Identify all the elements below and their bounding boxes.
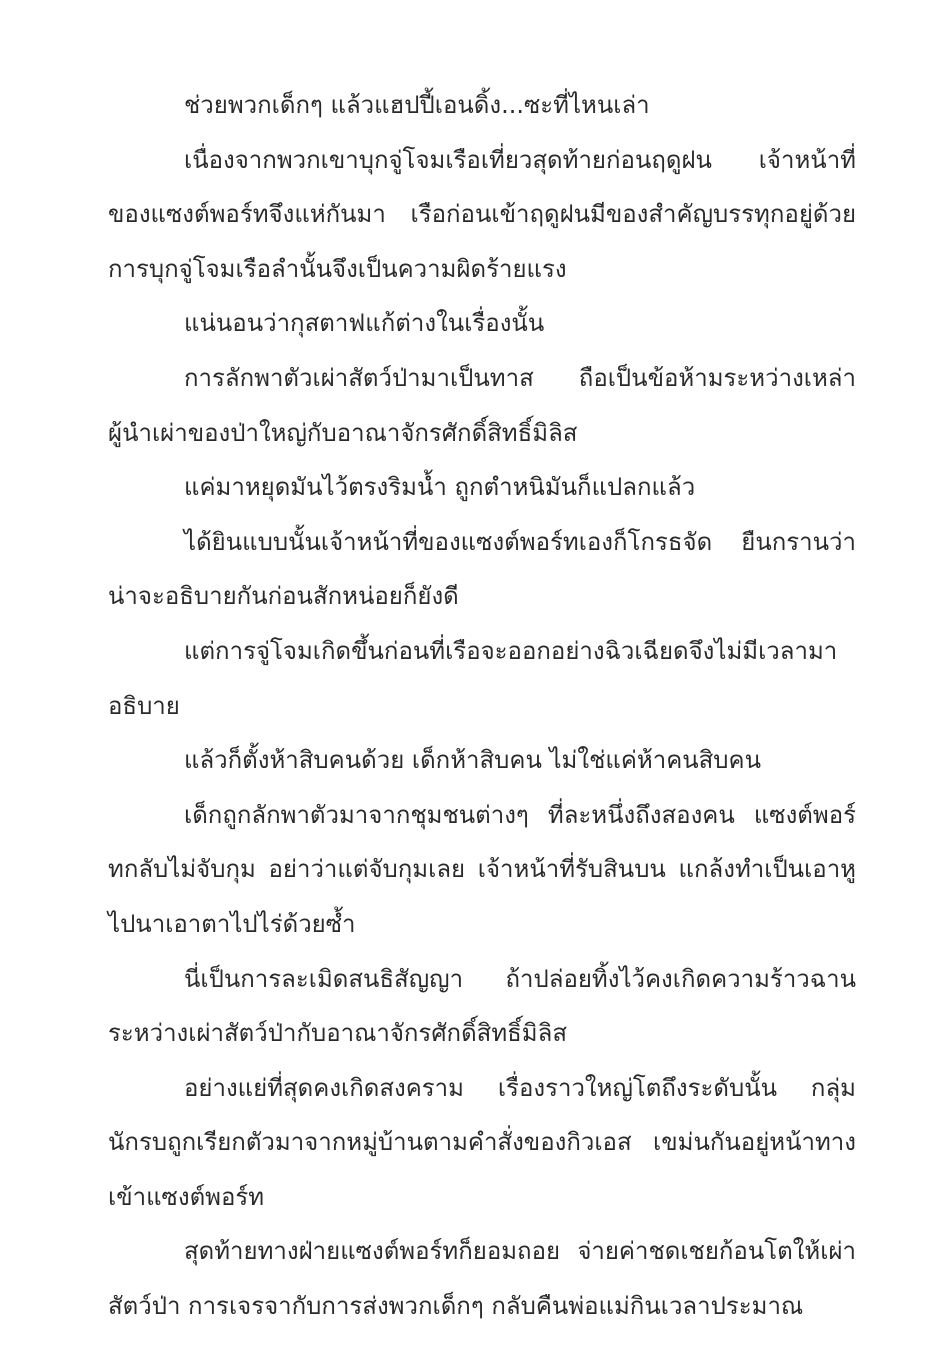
paragraph: การลักพาตัวเผ่าสัตว์ป่ามาเป็นทาส ถือเป็นข้อห้ามระหว่างเหล่าผู้นำเผ่าของป่าใหญ่กับอาณาจักรศักดิ์สิทธิ์มิลิส bbox=[108, 363, 856, 447]
paragraph: ได้ยินแบบนั้นเจ้าหน้าที่ของแซงต์พอร์ทเองก็โกรธจัด ยืนกรานว่าน่าจะอธิบายกันก่อนสักหน่อยก็ยังดี bbox=[108, 527, 856, 611]
paragraph: นี่เป็นการละเมิดสนธิสัญญา ถ้าปล่อยทิ้งไว้คงเกิดความร้าวฉานระหว่างเผ่าสัตว์ป่ากับอาณาจักรศักดิ์สิทธิ์มิลิส bbox=[108, 964, 856, 1048]
paragraph: เนื่องจากพวกเขาบุกจู่โจมเรือเที่ยวสุดท้ายก่อนฤดูฝน เจ้าหน้าที่ของแซงต์พอร์ทจึงแห่กันมา เรือก่อนเข้าฤดูฝนมีของสำคัญบรรทุกอยู่ด้วย การบุกจู่โจมเรือลำนั้นจึงเป็นความผิดร้ายแรง bbox=[108, 145, 856, 283]
body-text bbox=[108, 78, 856, 1334]
paragraph: แล้วก็ตั้งห้าสิบคนด้วย เด็กห้าสิบคน ไม่ใช่แค่ห้าคนสิบคน bbox=[184, 746, 761, 775]
paragraph: แต่การจู่โจมเกิดขึ้นก่อนที่เรือจะออกอย่างฉิวเฉียดจึงไม่มีเวลามาอธิบาย bbox=[108, 636, 838, 720]
paragraph: ช่วยพวกเด็กๆ แล้วแฮปปี้เอนดิ้ง...ซะที่ไหนเล่า bbox=[184, 91, 650, 119]
paragraph: สุดท้ายทางฝ่ายแซงต์พอร์ทก็ยอมถอย จ่ายค่าชดเชยก้อนโตให้เผ่าสัตว์ป่า การเจรจากับการส่งพวกเด็กๆ กลับคืนพ่อแม่กินเวลาประมาณ bbox=[108, 1237, 856, 1321]
paragraph: แน่นอนว่ากุสตาฟแก้ต่างในเรื่องนั้น bbox=[184, 309, 545, 338]
paragraph: อย่างแย่ที่สุดคงเกิดสงคราม เรื่องราวใหญ่โตถึงระดับนั้น กลุ่มนักรบถูกเรียกตัวมาจากหมู่บ้านตามคำสั่งของกิวเอส เขม่นกันอยู่หน้าทางเข้าแซงต์พอร์ท bbox=[108, 1073, 856, 1211]
paragraph: แค่มาหยุดมันไว้ตรงริมน้ำ ถูกตำหนิมันก็แปลกแล้ว bbox=[184, 473, 696, 502]
paragraph: เด็กถูกลักพาตัวมาจากชุมชนต่างๆ ที่ละหนึ่งถึงสองคน แซงต์พอร์ทกลับไม่จับกุม อย่าว่าแต่จับกุมเลย เจ้าหน้าที่รับสินบน แกล้งทำเป็นเอาหูไปนาเอาตาไปไร่ด้วยซ้ำ bbox=[108, 800, 856, 938]
